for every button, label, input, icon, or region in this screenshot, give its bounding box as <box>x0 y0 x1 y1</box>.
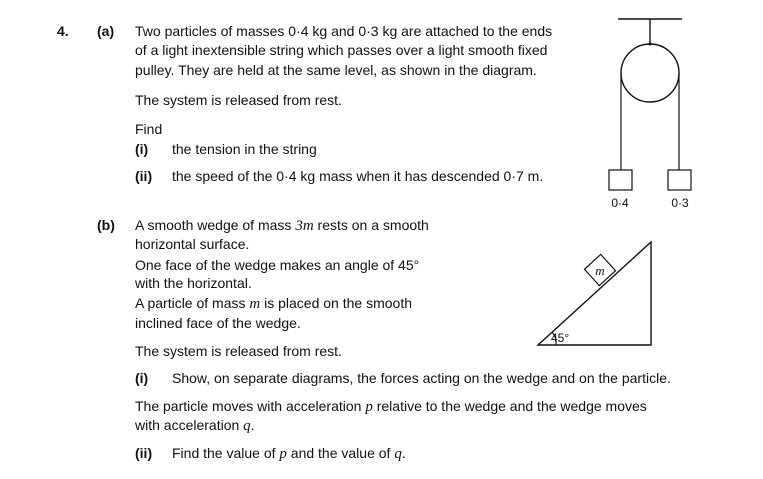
part-b-item-ii-text: Find the value of p and the value of q. <box>172 445 406 462</box>
part-a-item-i-text: the tension in the string <box>172 141 317 157</box>
part-b-line-5: A particle of mass m is placed on the smooth <box>135 295 412 312</box>
part-a-intro-line-3: pulley. They are held at the same level, as shown in the diagram. <box>135 62 537 78</box>
part-b-line-4: with the horizontal. <box>135 275 252 291</box>
var-p: p <box>365 399 373 415</box>
part-a-item-i-label: (i) <box>135 141 149 157</box>
part-a-label: (a) <box>97 23 115 39</box>
part-b-item-i-text: Show, on separate diagrams, the forces acting on the wedge and on the particle. <box>172 370 671 386</box>
particle-label: m <box>595 263 605 278</box>
part-b-accel-line-2: with acceleration q. <box>135 417 255 434</box>
part-b-line-1: A smooth wedge of mass 3m rests on a smooth <box>135 217 429 234</box>
part-b-item-i-label: (i) <box>135 370 149 386</box>
part-a-item-ii-text: the speed of the 0·4 kg mass when it has descended 0·7 m. <box>172 168 544 184</box>
part-b-release: The system is released from rest. <box>135 343 342 359</box>
part-b-label: (b) <box>97 217 115 233</box>
part-b-line-3: One face of the wedge makes an angle of 45° <box>135 257 420 273</box>
part-b-item-ii-label: (ii) <box>135 445 153 461</box>
part-a-item-ii-label: (ii) <box>135 168 153 184</box>
left-mass-label: 0·4 <box>611 196 629 210</box>
part-a-find: Find <box>135 121 163 137</box>
angle-label: 45° <box>551 331 570 345</box>
part-b-accel-line-1: The particle moves with acceleration p relative to the wedge and the wedge moves <box>135 398 647 415</box>
wedge-triangle <box>538 242 651 345</box>
var-m: m <box>249 296 261 312</box>
question-number: 4. <box>57 23 69 39</box>
var-3m: 3m <box>295 218 314 234</box>
part-b-line-6: inclined face of the wedge. <box>135 315 301 331</box>
right-mass-label: 0·3 <box>671 196 689 210</box>
part-a-release: The system is released from rest. <box>135 92 342 108</box>
part-a-intro-line-1: Two particles of masses 0·4 kg and 0·3 kg are attached to the ends <box>135 23 553 39</box>
var-q: q <box>243 418 251 434</box>
part-a-intro-line-2: of a light inextensible string which passes over a light smooth fixed <box>135 42 548 58</box>
part-b-line-2: horizontal surface. <box>135 236 250 252</box>
